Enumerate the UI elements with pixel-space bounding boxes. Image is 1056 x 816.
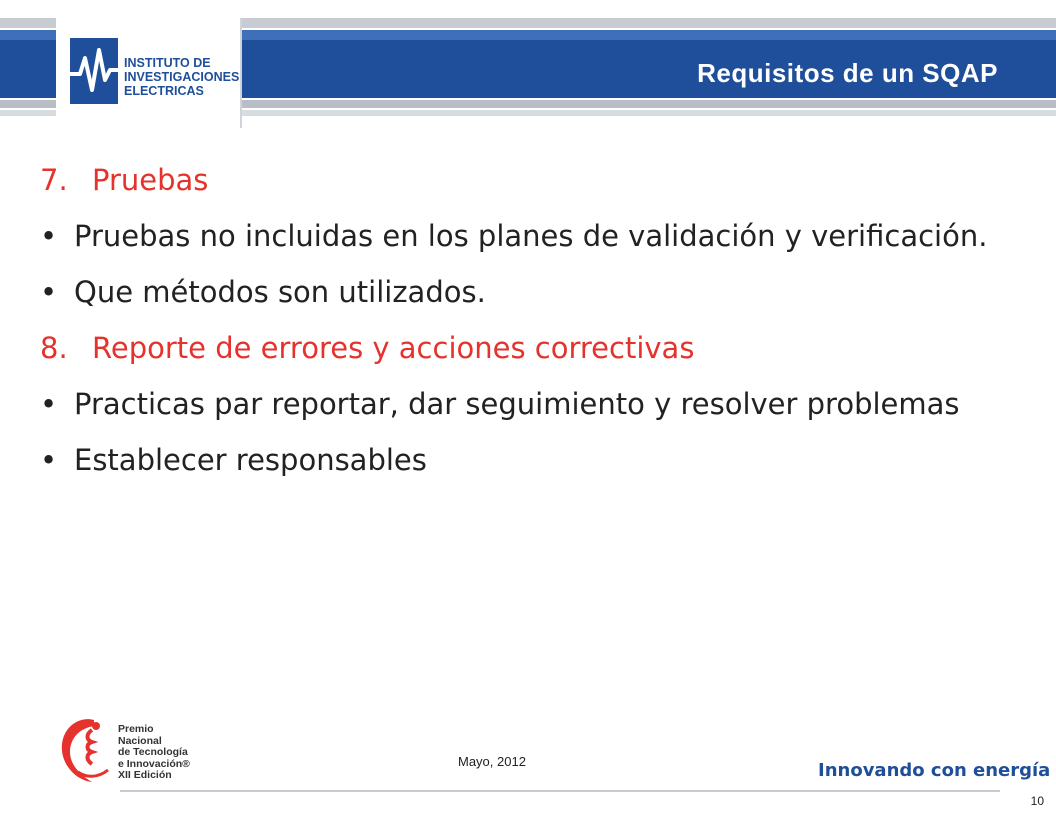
premio-line: Nacional [118, 734, 162, 747]
premio-text [118, 724, 190, 782]
logo-text [124, 56, 239, 98]
bullet-item [38, 272, 1018, 312]
item-number: 8. [40, 331, 68, 365]
slide-body [38, 160, 1018, 496]
premio-line: e Innovación® [118, 757, 190, 770]
premio-line: XII Edición [118, 769, 172, 781]
item-text: Pruebas [92, 163, 209, 197]
footer-divider [120, 790, 1000, 792]
iie-logo [56, 18, 242, 128]
numbered-item-pruebas [38, 160, 1018, 200]
footer-date: Mayo, 2012 [458, 754, 526, 769]
logo-line: INSTITUTO DE [124, 56, 211, 70]
bullet-item [38, 384, 1018, 424]
logo-line: INVESTIGACIONES [124, 70, 240, 84]
item-number: 7. [40, 163, 68, 197]
item-text: Pruebas no incluidas en los planes de validación y verificación. [74, 219, 988, 253]
iie-logo-icon [68, 36, 120, 106]
bullet-icon: • [40, 387, 58, 421]
slide-title: Requisitos de un SQAP [697, 58, 998, 88]
footer-slogan: Innovando con energía [818, 760, 1051, 781]
bullet-item [38, 216, 1018, 256]
page-number: 10 [1030, 794, 1044, 808]
premio-logo-icon [52, 712, 118, 788]
premio-line: de Tecnología [118, 746, 188, 758]
bullet-icon: • [40, 219, 58, 253]
premio-line: Premio [118, 723, 154, 735]
logo-line: ELECTRICAS [124, 84, 204, 98]
item-text: Que métodos son utilizados. [74, 275, 486, 309]
bullet-item [38, 440, 1018, 480]
item-text: Reporte de errores y acciones correctivas [92, 331, 695, 365]
numbered-item-reporte [38, 328, 1018, 368]
item-text: Practicas par reportar, dar seguimiento y resolver problemas [74, 387, 960, 421]
bullet-icon: • [40, 275, 58, 309]
bullet-icon: • [40, 443, 58, 477]
item-text: Establecer responsables [74, 443, 427, 477]
